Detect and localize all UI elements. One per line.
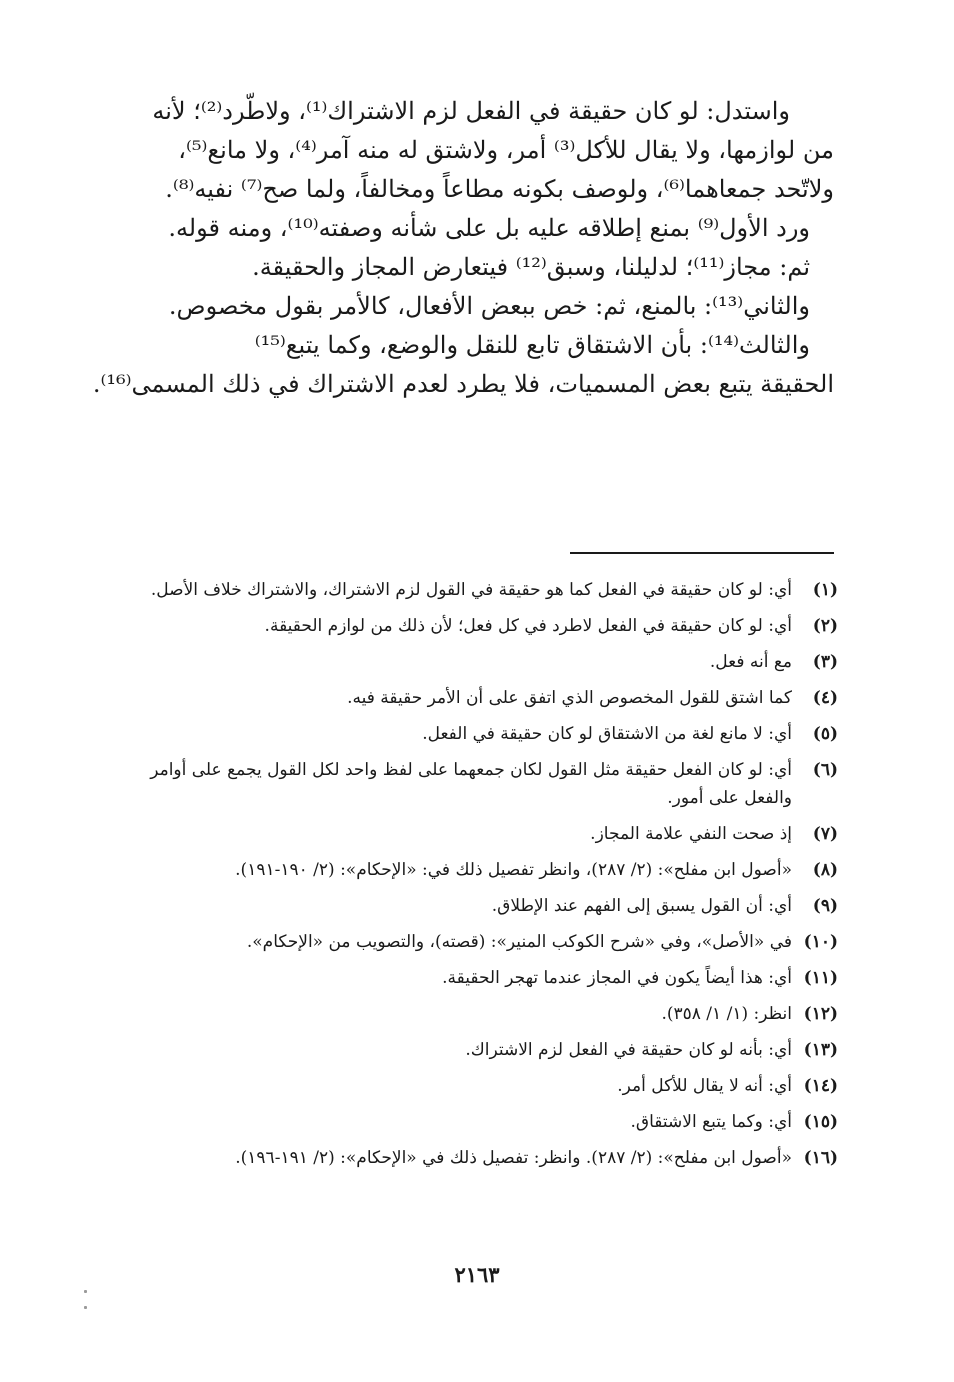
scan-speck (84, 1306, 87, 1309)
footnote (132, 648, 838, 676)
footnote (132, 684, 838, 712)
main-text-line: والثالث⁽¹⁴⁾: بأن الاشتقاق تابع للنقل والوضع، وكما يتبع⁽¹⁵⁾ (254, 331, 810, 359)
footnote (132, 1000, 838, 1028)
footnote (132, 856, 838, 884)
footnote (132, 820, 838, 848)
footnote-number: (١٠) (803, 932, 838, 952)
footnote (132, 892, 838, 920)
main-text-line: ورد الأول⁽⁹⁾ بمنع إطلاقه عليه بل على شأنه وصفته⁽¹⁰⁾، ومنه قوله. (168, 214, 810, 242)
footnote (132, 612, 838, 640)
page-number: ٢١٦٣ (454, 1262, 500, 1287)
main-text-line: واستدل: لو كان حقيقة في الفعل لزم الاشتراك⁽¹⁾، ولاطّرد⁽²⁾؛ لأنه (152, 97, 790, 125)
footnote-text: أي: بأنه لو كان حقيقة في الفعل لزم الاشتراك. (465, 1040, 792, 1060)
footnote-text: في «الأصل»، وفي «شرح الكوكب المنير»: (قصته)، والتصويب من «الإحكام». (246, 932, 792, 952)
footnote-number: (١٢) (803, 1004, 838, 1024)
footnote-number: (٥) (812, 724, 838, 744)
footnote-text: كما اشتق للقول المخصوص الذي اتفق على أن الأمر حقيقة فيه. (347, 688, 792, 708)
footnote-text: أي: لو كان حقيقة في الفعل كما هو حقيقة في القول لزم الاشتراك، والاشتراك خلاف الأصل. (150, 580, 792, 600)
footnote-number: (٢) (812, 616, 838, 636)
footnote-number: (٦) (812, 760, 838, 780)
footnote-text: أي: لا مانع لغة من الاشتقاق لو كان حقيقة في الفعل. (422, 724, 792, 744)
footnote-separator (570, 552, 834, 554)
footnote-text: أي: لو كان حقيقة في الفعل لاطرد في كل فعل؛ لأن ذلك من لوازم الحقيقة. (264, 616, 792, 636)
footnote (132, 1036, 838, 1064)
footnote (132, 928, 838, 956)
footnote-text: انظر: (١/ ١/ ٣٥٨). (661, 1004, 792, 1024)
footnote-text: أي: لو كان الفعل حقيقة مثل القول لكان جمعهما على لفظ واحد لكل القول يجمع على أوامر والفعل على أمور. (150, 760, 792, 808)
main-text-line: الحقيقة يتبع بعض المسميات، فلا يطرد لعدم الاشتراك في ذلك المسمى⁽¹⁶⁾. (92, 370, 834, 398)
footnote-number: (١١) (803, 968, 838, 988)
footnote (132, 1144, 838, 1172)
footnote-text: «أصول ابن مفلح»: (٢/ ٢٨٧)، وانظر تفصيل ذلك في: «الإحكام»: (٢/ ١٩٠-١٩١). (235, 860, 792, 880)
footnote-number: (١٣) (803, 1040, 838, 1060)
footnote-number: (٣) (812, 652, 838, 672)
scan-speck (84, 1290, 87, 1293)
footnote (132, 1072, 838, 1100)
footnotes (132, 576, 838, 1180)
footnote-text: أي: أنه لا يقال للأكل أمر. (617, 1076, 792, 1096)
main-text-line: والثاني⁽¹³⁾: بالمنع، ثم: خص ببعض الأفعال، كالأمر بقول مخصوص. (168, 292, 810, 320)
footnote-text: إذ صحت النفي علامة المجاز. (590, 824, 792, 844)
footnote (132, 964, 838, 992)
footnote-number: (٤) (812, 688, 838, 708)
footnote-text: مع أنه فعل. (709, 652, 792, 672)
footnote (132, 576, 838, 604)
footnote-number: (١) (812, 580, 838, 600)
footnote-number: (٧) (812, 824, 838, 844)
footnote (132, 720, 838, 748)
footnote-number: (١٦) (803, 1148, 838, 1168)
footnote (132, 756, 838, 812)
footnote (132, 1108, 838, 1136)
footnote-number: (١٤) (803, 1076, 838, 1096)
footnote-number: (١٥) (803, 1112, 838, 1132)
footnote-number: (٩) (812, 896, 838, 916)
main-text-line: ثم: مجاز⁽¹¹⁾؛ لدليلنا، وسبق⁽¹²⁾ فيتعارض المجاز والحقيقة. (252, 253, 810, 281)
footnote-text: «أصول ابن مفلح»: (٢/ ٢٨٧). وانظر: تفصيل ذلك في «الإحكام»: (٢/ ١٩١-١٩٦). (235, 1148, 792, 1168)
footnote-text: أي: أن القول يسبق إلى الفهم عند الإطلاق. (491, 896, 792, 916)
footnote-text: أي: وكما يتبع الاشتقاق. (630, 1112, 792, 1132)
main-text-line: من لوازمها، ولا يقال للأكل⁽³⁾ أمر، ولاشتق له منه آمر⁽⁴⁾، ولا مانع⁽⁵⁾، (178, 136, 834, 164)
footnote-number: (٨) (812, 860, 838, 880)
footnote-text: أي: هذا أيضاً يكون في المجاز عندما تهجر الحقيقة. (442, 968, 792, 988)
main-text (92, 92, 834, 404)
main-text-line: ولاتّحد جمعاهما⁽⁶⁾، ولوصف بكونه مطاعاً ومخالفاً، ولما صح⁽⁷⁾ نفيه⁽⁸⁾. (165, 175, 834, 203)
